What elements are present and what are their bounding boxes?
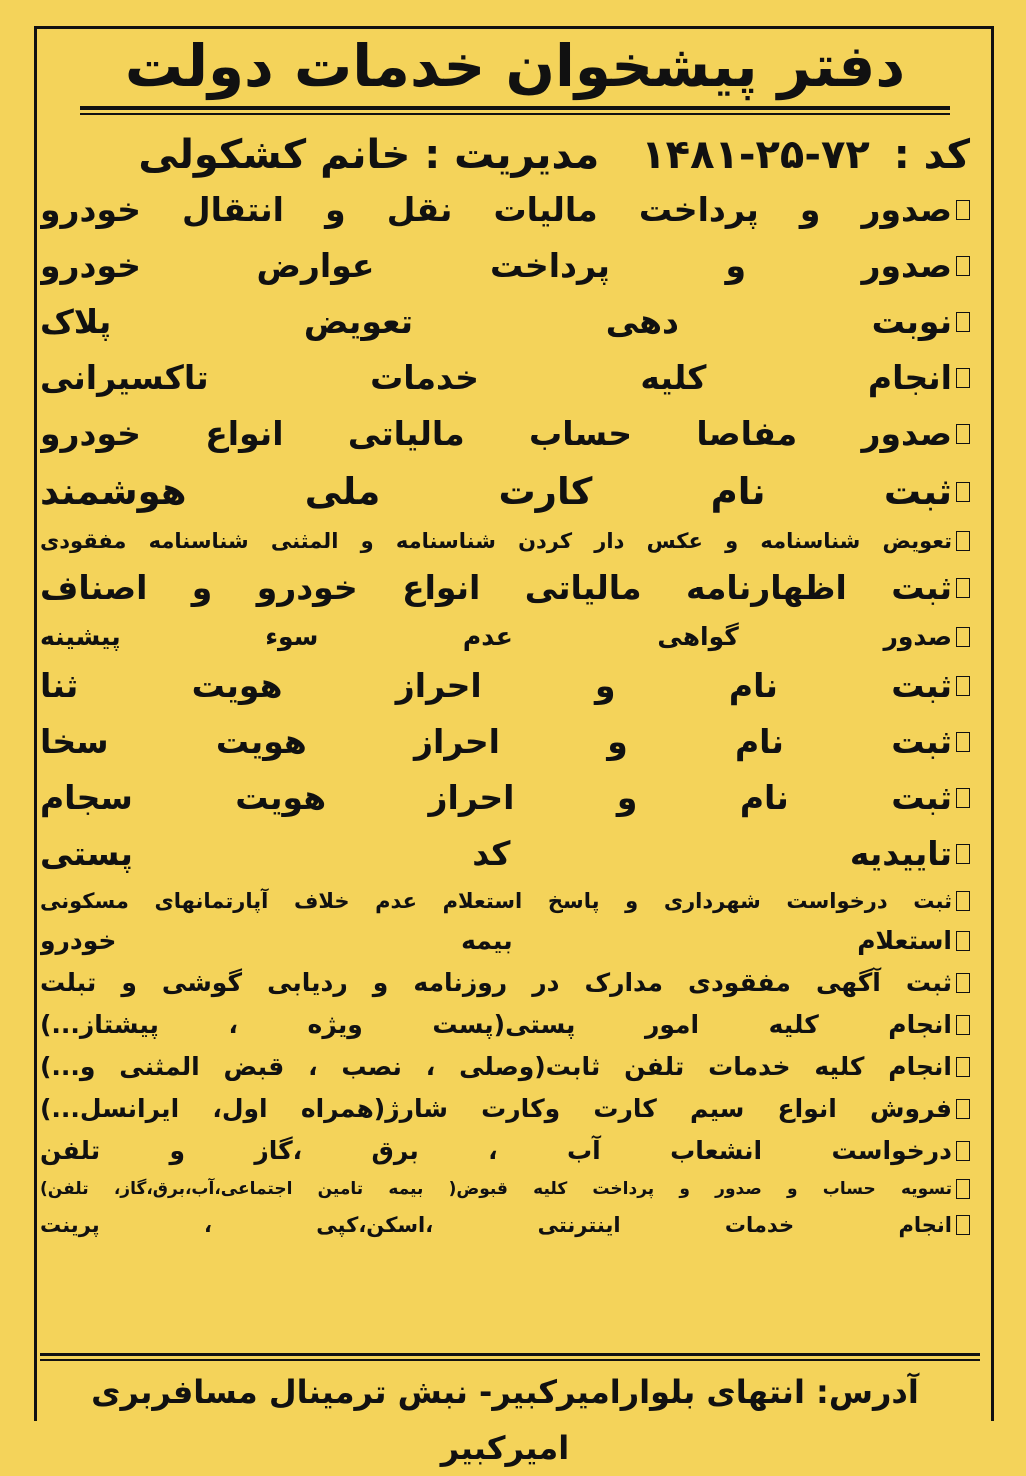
office-info bbox=[40, 120, 970, 190]
service-item bbox=[40, 962, 970, 1004]
service-item bbox=[40, 1172, 970, 1206]
service-item bbox=[40, 1004, 970, 1046]
checkbox-square-icon bbox=[956, 1215, 970, 1235]
service-item bbox=[40, 1088, 970, 1130]
service-label: صدور مفاصا حساب مالیاتی انواع خودرو bbox=[40, 414, 952, 453]
service-label: ثبت اظهارنامه مالیاتی انواع خودرو و اصناف bbox=[40, 568, 952, 607]
checkbox-square-icon bbox=[956, 788, 970, 808]
checkbox-square-icon bbox=[956, 973, 970, 993]
service-item bbox=[40, 658, 970, 714]
service-item bbox=[40, 462, 970, 522]
checkbox-square-icon bbox=[956, 1057, 970, 1077]
service-label: تاییدیه کد پستی bbox=[40, 834, 952, 873]
service-item bbox=[40, 616, 970, 658]
title-divider-thin bbox=[80, 113, 950, 115]
service-item bbox=[40, 770, 970, 826]
service-label: انجام کلیه خدمات تلفن ثابت(وصلی ، نصب ، قبض المثنی و...) bbox=[40, 1052, 952, 1081]
footer-divider bbox=[40, 1353, 980, 1356]
checkbox-square-icon bbox=[956, 368, 970, 388]
checkbox-square-icon bbox=[956, 1099, 970, 1119]
service-item bbox=[40, 920, 970, 962]
service-label: تعویض شناسنامه و عکس دار کردن شناسنامه و المثنی شناسنامه مفقودی bbox=[40, 529, 952, 553]
service-label: ثبت نام و احراز هویت سجام bbox=[40, 778, 952, 817]
service-item bbox=[40, 1046, 970, 1088]
service-item bbox=[40, 238, 970, 294]
service-label: استعلام بیمه خودرو bbox=[40, 926, 952, 955]
checkbox-square-icon bbox=[956, 578, 970, 598]
address: آدرس: انتهای بلوارامیرکبیر- نبش ترمینال مسافربری امیرکبیر bbox=[91, 1373, 919, 1467]
service-label: نوبت دهی تعویض پلاک bbox=[40, 302, 952, 341]
checkbox-square-icon bbox=[956, 891, 970, 911]
service-label: صدور و پرداخت مالیات نقل و انتقال خودرو bbox=[40, 190, 952, 229]
service-item bbox=[40, 714, 970, 770]
checkbox-square-icon bbox=[956, 1179, 970, 1199]
service-item bbox=[40, 522, 970, 560]
services-list bbox=[40, 182, 970, 1244]
office-code: ۱۴۸۱-۲۵-۷۲ bbox=[641, 132, 870, 178]
checkbox-square-icon bbox=[956, 200, 970, 220]
service-item bbox=[40, 882, 970, 920]
service-label: ثبت نام کارت ملی هوشمند bbox=[40, 470, 952, 513]
service-label: ثبت نام و احراز هویت ثنا bbox=[40, 666, 952, 705]
service-label: انجام کلیه امور پستی(پست ویژه ، پیشتاز...) bbox=[40, 1010, 952, 1039]
service-label: انجام خدمات اینترنتی ،اسکن،کپی ، پرینت bbox=[40, 1213, 952, 1237]
checkbox-square-icon bbox=[956, 531, 970, 551]
service-item bbox=[40, 826, 970, 882]
service-label: ثبت درخواست شهرداری و پاسخ استعلام عدم خلاف آپارتمانهای مسکونی bbox=[40, 889, 952, 913]
service-label: صدور و پرداخت عوارض خودرو bbox=[40, 246, 952, 285]
checkbox-square-icon bbox=[956, 1141, 970, 1161]
service-item bbox=[40, 294, 970, 350]
service-item bbox=[40, 182, 970, 238]
service-label: ثبت آگهی مفقودی مدارک در روزنامه و ردیابی گوشی و تبلت bbox=[40, 968, 952, 997]
page-title: دفتر پیشخوان خدمات دولت bbox=[124, 32, 906, 100]
checkbox-square-icon bbox=[956, 256, 970, 276]
service-label: فروش انواع سیم کارت وکارت شارژ(همراه اول، ایرانسل...) bbox=[40, 1094, 952, 1123]
checkbox-square-icon bbox=[956, 312, 970, 332]
service-label: انجام کلیه خدمات تاکسیرانی bbox=[40, 358, 952, 397]
checkbox-square-icon bbox=[956, 424, 970, 444]
service-item bbox=[40, 560, 970, 616]
checkbox-square-icon bbox=[956, 1015, 970, 1035]
service-item bbox=[40, 406, 970, 462]
manager-name: مدیریت : خانم کشکولی bbox=[138, 132, 600, 178]
checkbox-square-icon bbox=[956, 676, 970, 696]
checkbox-square-icon bbox=[956, 482, 970, 502]
service-item bbox=[40, 350, 970, 406]
service-item bbox=[40, 1130, 970, 1172]
checkbox-square-icon bbox=[956, 931, 970, 951]
title-divider bbox=[80, 106, 950, 110]
service-item bbox=[40, 1206, 970, 1244]
code-label: کد : bbox=[893, 132, 970, 178]
checkbox-square-icon bbox=[956, 844, 970, 864]
service-label: تسویه حساب و صدور و پرداخت کلیه قبوض( بیمه تامین اجتماعی،آب،برق،گاز، تلفن) bbox=[40, 1179, 952, 1199]
service-label: صدور گواهی عدم سوء پیشینه bbox=[40, 622, 952, 651]
service-label: ثبت نام و احراز هویت سخا bbox=[40, 722, 952, 761]
service-label: درخواست انشعاب آب ، برق ،گاز و تلفن bbox=[40, 1136, 952, 1165]
footer-divider-thin bbox=[40, 1359, 980, 1361]
checkbox-square-icon bbox=[956, 732, 970, 752]
checkbox-square-icon bbox=[956, 627, 970, 647]
